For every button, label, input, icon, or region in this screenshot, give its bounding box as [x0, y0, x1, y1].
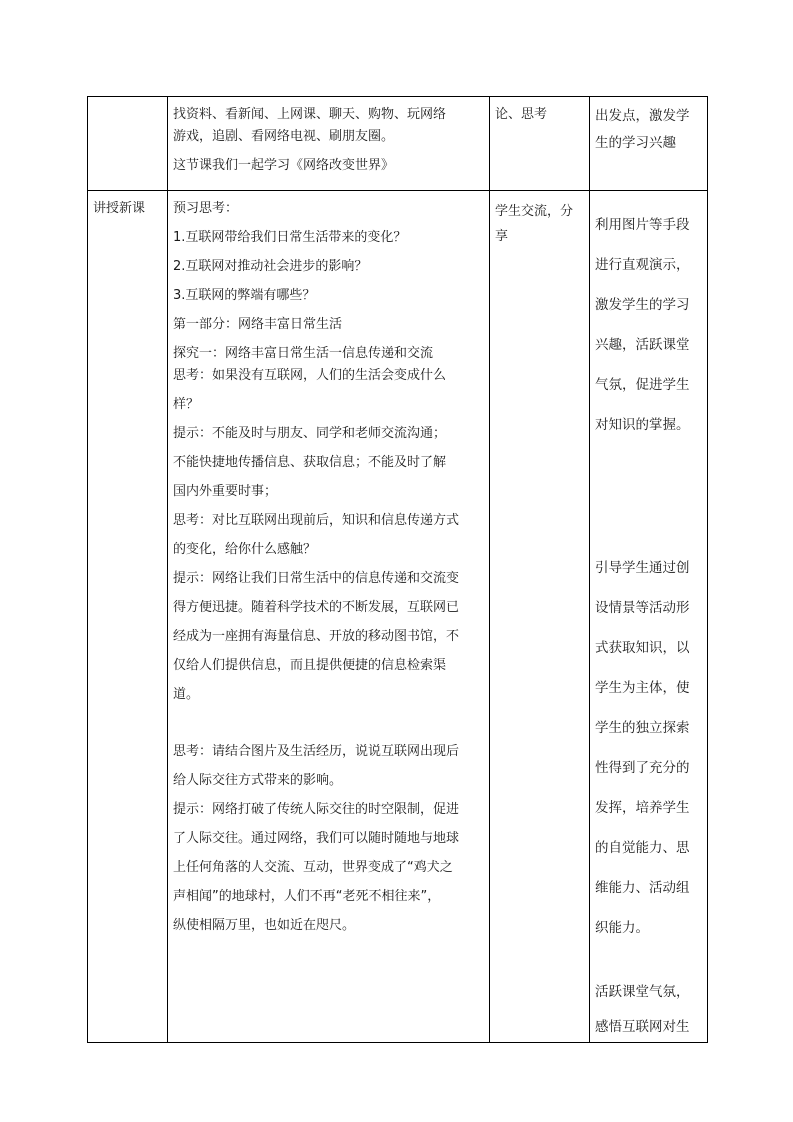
intent-line: 引导学生通过创	[595, 560, 690, 576]
student-activity-cell	[490, 97, 590, 191]
intent-line: 进行直观演示，	[595, 257, 690, 273]
intent-line: 利用图片等手段	[595, 217, 690, 233]
content-line: 的变化，给你什么感触？	[173, 542, 317, 557]
content-line: 提示：网络打破了传统人际交往的时空限制，促进	[173, 802, 460, 817]
intent-line: 维能力、活动组	[595, 880, 690, 896]
activity-line: 享	[495, 229, 509, 244]
content-line: 了人际交往。通过网络，我们可以随时随地与地球	[173, 831, 460, 846]
content-line: 不能快捷地传播信息、获取信息；不能及时了解	[173, 455, 447, 470]
content-line: 上任何角落的人交流、互动，世界变成了“鸡犬之	[173, 860, 453, 875]
activity-line: 论、思考	[495, 107, 548, 122]
intent-line: 出发点，激发学	[595, 108, 690, 124]
intent-note-2	[595, 548, 707, 948]
content-line: 经成为一座拥有海量信息、开放的移动图书馆，不	[173, 629, 460, 644]
intent-line: 织能力。	[595, 920, 649, 936]
content-line: 第一部分：网络丰富日常生活	[173, 317, 343, 332]
content-line: 样？	[173, 397, 200, 412]
spacer	[173, 706, 489, 734]
intent-line: 式获取知识，以	[595, 640, 690, 656]
content-cell	[168, 97, 490, 191]
intent-line: 活跃课堂气氛，	[595, 984, 690, 1000]
content-line: 探究一：网络丰富日常生活一信息传递和交流	[173, 346, 434, 361]
content-line: 2.互联网对推动社会进步的影响？	[173, 259, 368, 274]
content-line: 这节课我们一起学习《网络改变世界》	[173, 158, 395, 173]
student-activity-cell	[490, 191, 590, 1043]
content-line: 声相闻”的地球村，人们不再“老死不相往来”，	[173, 889, 441, 904]
intent-line: 性得到了充分的	[595, 760, 690, 776]
intent-line: 生的学习兴趣	[595, 135, 676, 151]
content-cell	[168, 191, 490, 1043]
intent-line: 设情景等活动形	[595, 600, 690, 616]
content-line: 思考：如果没有互联网，人们的生活会变成什么	[173, 368, 447, 383]
intent-line: 发挥，培养学生	[595, 800, 690, 816]
content-line: 3.互联网的弊端有哪些？	[173, 288, 316, 303]
intent-line: 学生为主体，使	[595, 680, 690, 696]
content-line: 国内外重要时事；	[173, 484, 278, 499]
stage-cell	[88, 97, 168, 191]
design-intent-cell	[590, 191, 708, 1043]
content-line: 思考：对比互联网出现前后，知识和信息传递方式	[173, 513, 460, 528]
intent-line: 感悟互联网对生	[595, 1019, 690, 1035]
content-line: 提示：不能及时与朋友、同学和老师交流沟通；	[173, 426, 447, 441]
table-row	[88, 97, 708, 191]
content-line: 找资料、看新闻、上网课、聊天、购物、玩网络	[173, 107, 447, 122]
content-line: 1.互联网带给我们日常生活带来的变化？	[173, 230, 407, 245]
content-line: 仅给人们提供信息，而且提供便捷的信息检索渠	[173, 658, 447, 673]
stage-cell	[88, 191, 168, 1043]
intent-line: 对知识的掌握。	[595, 417, 690, 433]
content-line: 道。	[173, 687, 200, 702]
content-line: 游戏，追剧、看网络电视、刷朋友圈。	[173, 129, 395, 144]
content-line: 思考：请结合图片及生活经历，说说互联网出现后	[173, 744, 460, 759]
content-line: 预习思考：	[173, 201, 239, 216]
intent-line: 气氛，促进学生	[595, 377, 690, 393]
intent-note-3	[595, 972, 707, 1042]
design-intent-cell	[590, 97, 708, 191]
activity-line: 学生交流，分	[495, 204, 574, 219]
intent-line: 激发学生的学习	[595, 297, 690, 313]
intent-line: 兴趣，活跃课堂	[595, 337, 690, 353]
intent-note-1	[595, 205, 707, 445]
content-line: 提示：网络让我们日常生活中的信息传递和交流变	[173, 571, 460, 586]
intent-line: 学生的独立探索	[595, 720, 690, 736]
content-line: 给人际交往方式带来的影响。	[173, 773, 343, 788]
intent-line: 的自觉能力、思	[595, 840, 690, 856]
content-line: 纵使相隔万里，也如近在咫尺。	[173, 918, 356, 933]
lesson-plan-table	[87, 96, 708, 1043]
stage-label: 讲授新课	[93, 201, 146, 216]
table-row	[88, 191, 708, 1043]
content-line: 得方便迅捷。随着科学技术的不断发展，互联网已	[173, 600, 460, 615]
